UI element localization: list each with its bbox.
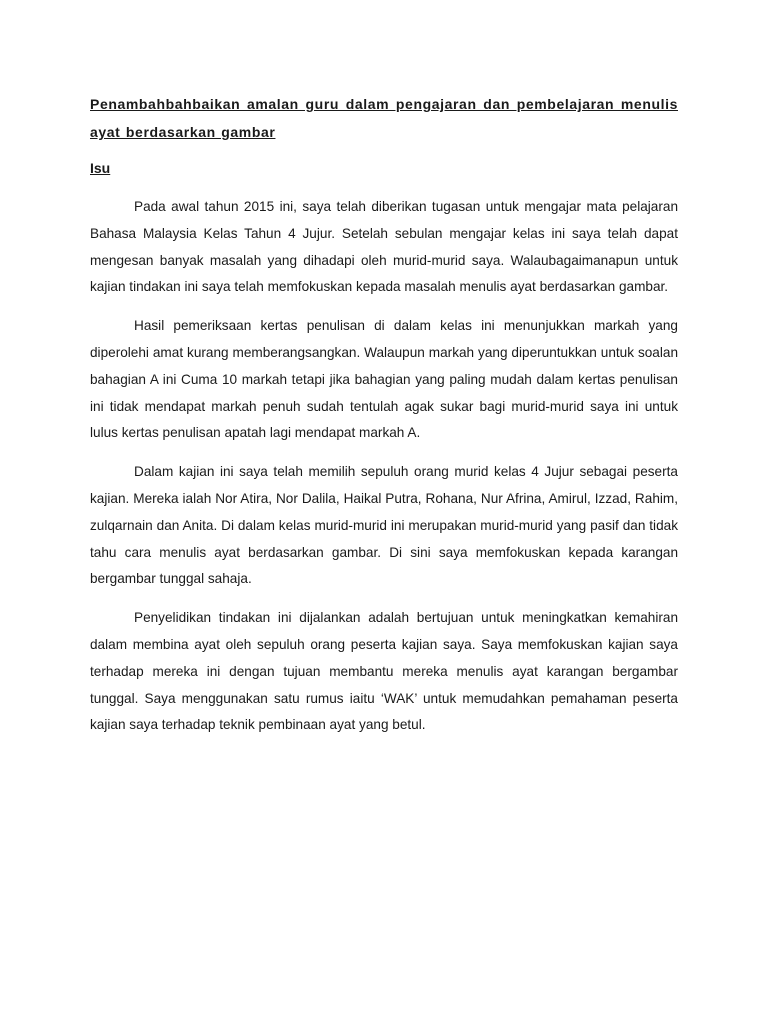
paragraph: Hasil pemeriksaan kertas penulisan di dalam kelas ini menunjukkan markah yang diperolehi amat kurang memberangsangkan. Walaupun markah yang diperuntukkan untuk soalan bahagian A ini Cuma 10 markah tetapi jika bahagian yang paling mudah dalam kertas penulisan ini tidak mendapat markah penuh sudah tentulah agak sukar bagi murid-murid saya ini untuk lulus kertas penulisan apatah lagi mendapat markah A.: [90, 318, 678, 441]
document-title: Penambahbahbaikan amalan guru dalam pengajaran dan pembelajaran menulis ayat berdasarkan gambar: [90, 96, 678, 140]
paragraph: Penyelidikan tindakan ini dijalankan adalah bertujuan untuk meningkatkan kemahiran dalam membina ayat oleh sepuluh orang peserta kajian saya. Saya memfokuskan kajian saya terhadap mereka ini dengan tujuan membantu mereka menulis ayat karangan bergambar tunggal. Saya menggunakan satu rumus iaitu ‘WAK’ untuk memudahkan pemahaman peserta kajian saya terhadap teknik pembinaan ayat yang betul.: [90, 610, 678, 733]
section-heading: Isu: [90, 160, 111, 176]
paragraph: Pada awal tahun 2015 ini, saya telah diberikan tugasan untuk mengajar mata pelajaran Bahasa Malaysia Kelas Tahun 4 Jujur. Setelah sebulan mengajar kelas ini saya telah dapat mengesan banyak masalah yang dihadapi oleh murid-murid saya. Walaubagaimanapun untuk kajian tindakan ini saya telah memfokuskan kepada masalah menulis ayat berdasarkan gambar.: [90, 199, 678, 295]
paragraph: Dalam kajian ini saya telah memilih sepuluh orang murid kelas 4 Jujur sebagai peserta kajian. Mereka ialah Nor Atira, Nor Dalila, Haikal Putra, Rohana, Nur Afrina, Amirul, Izzad, Rahim, zulqarnain dan Anita. Di dalam kelas murid-murid ini merupakan murid-murid yang pasif dan tidak tahu cara menulis ayat berdasarkan gambar. Di sini saya memfokuskan kepada karangan bergambar tunggal sahaja.: [90, 464, 678, 587]
